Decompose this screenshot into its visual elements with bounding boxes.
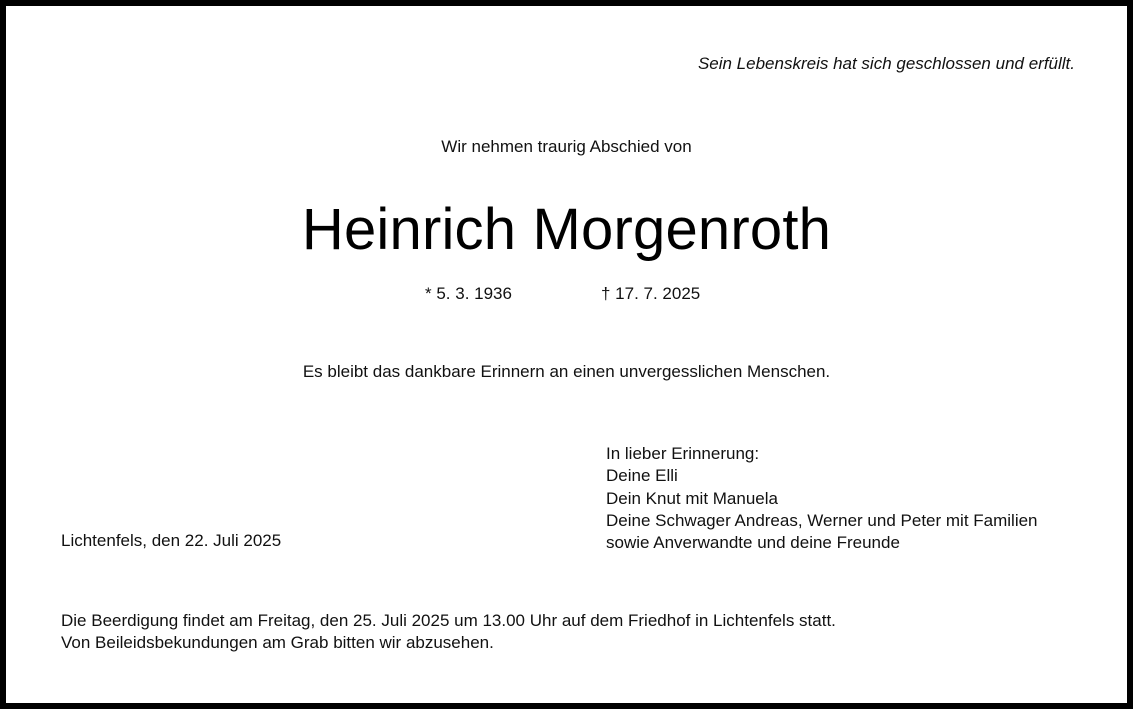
mourner-line: Dein Knut mit Manuela	[606, 488, 778, 508]
intro-text: Wir nehmen traurig Abschied von	[441, 137, 692, 156]
deceased-name: Heinrich Morgenroth	[301, 197, 832, 262]
mourner-line: Deine Schwager Andreas, Werner und Peter mit Familien	[606, 510, 1038, 530]
death-date: † 17. 7. 2025	[601, 284, 701, 303]
memory-text: Es bleibt das dankbare Erinnern an einen unvergesslichen Menschen.	[302, 362, 831, 381]
funeral-line: Die Beerdigung findet am Freitag, den 25. Juli 2025 um 13.00 Uhr auf dem Friedhof in Lichtenfels statt.	[61, 611, 836, 630]
place-date: Lichtenfels, den 22. Juli 2025	[61, 531, 282, 550]
mourner-line: sowie Anverwandte und deine Freunde	[606, 533, 900, 553]
motto-text: Sein Lebenskreis hat sich geschlossen und erfüllt.	[697, 54, 1075, 73]
funeral-line: Von Beileidsbekundungen am Grab bitten wir abzusehen.	[61, 633, 494, 652]
mourner-line: Deine Elli	[606, 466, 678, 486]
mourners-block	[606, 443, 1038, 554]
birth-date: * 5. 3. 1936	[425, 284, 512, 303]
mourners-heading: In lieber Erinnerung:	[606, 444, 760, 463]
funeral-info	[61, 610, 836, 654]
